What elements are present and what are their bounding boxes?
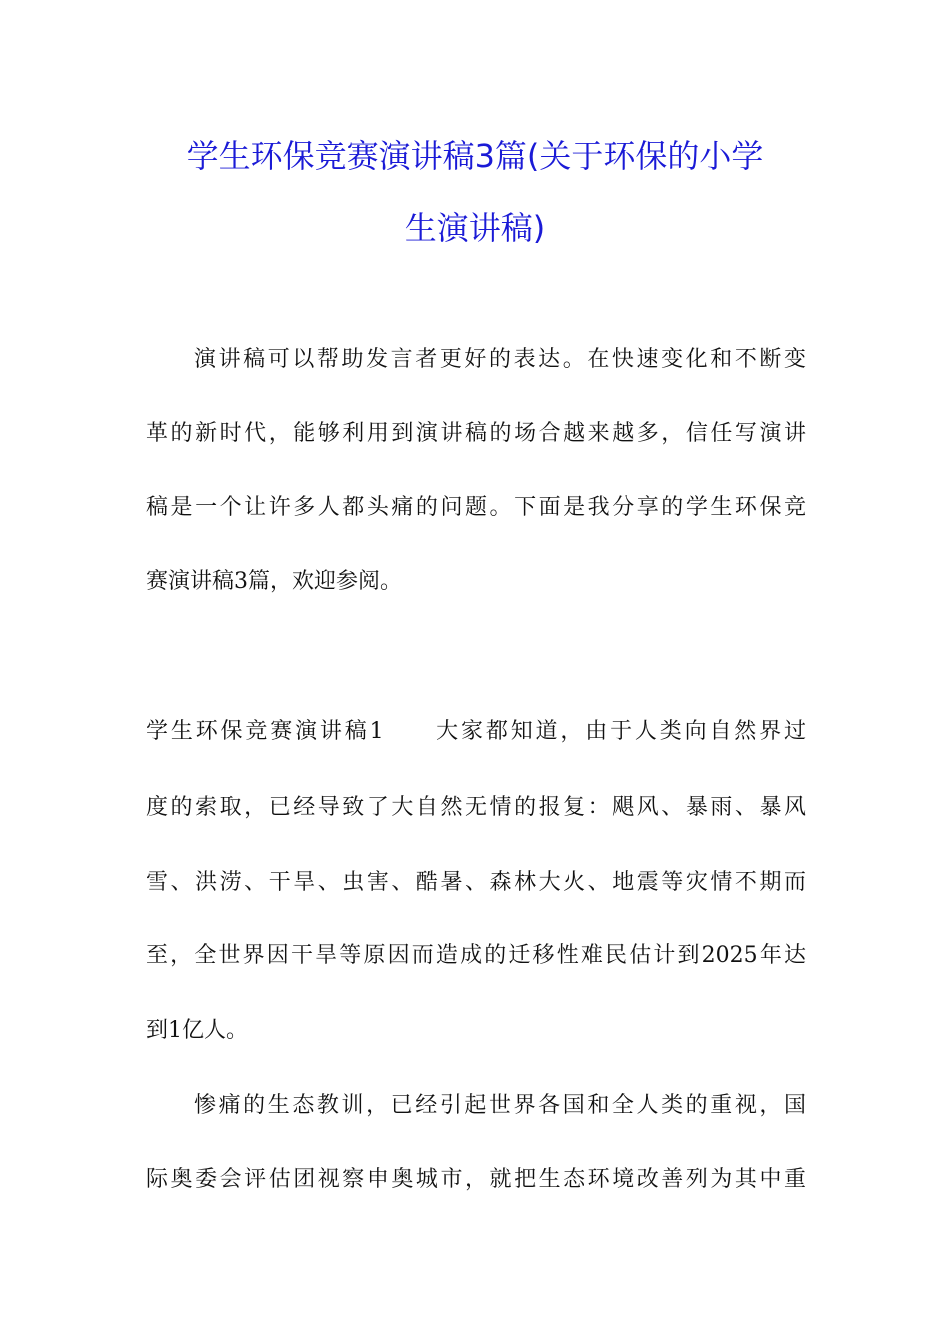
- section1-line-2: 度的索取，已经导致了大自然无情的报复：飓风、暴雨、暴风: [146, 795, 806, 820]
- intro-line-4: 赛演讲稿3篇，欢迎参阅。: [146, 569, 402, 594]
- document-title-line-2: 生演讲稿): [404, 209, 546, 247]
- intro-line-1: 演讲稿可以帮助发言者更好的表达。在快速变化和不断变: [194, 347, 806, 372]
- section1-line-1: 学生环保竞赛演讲稿1 大家都知道，由于人类向自然界过: [146, 719, 806, 744]
- para2-line-2: 际奥委会评估团视察申奥城市，就把生态环境改善列为其中重: [146, 1167, 806, 1192]
- section1-line-4: 至，全世界因干旱等原因而造成的迁移性难民估计到2025年达: [146, 943, 806, 968]
- section1-line-3: 雪、洪涝、干旱、虫害、酷暑、森林大火、地震等灾情不期而: [146, 870, 806, 895]
- section1-line-5: 到1亿人。: [146, 1018, 248, 1043]
- intro-line-3: 稿是一个让许多人都头痛的问题。下面是我分享的学生环保竞: [146, 495, 806, 520]
- document-title-line-1: 学生环保竞赛演讲稿3篇(关于环保的小学: [186, 137, 764, 175]
- intro-line-2: 革的新时代，能够利用到演讲稿的场合越来越多，信任写演讲: [146, 421, 806, 446]
- para2-line-1: 惨痛的生态教训，已经引起世界各国和全人类的重视，国: [194, 1093, 806, 1118]
